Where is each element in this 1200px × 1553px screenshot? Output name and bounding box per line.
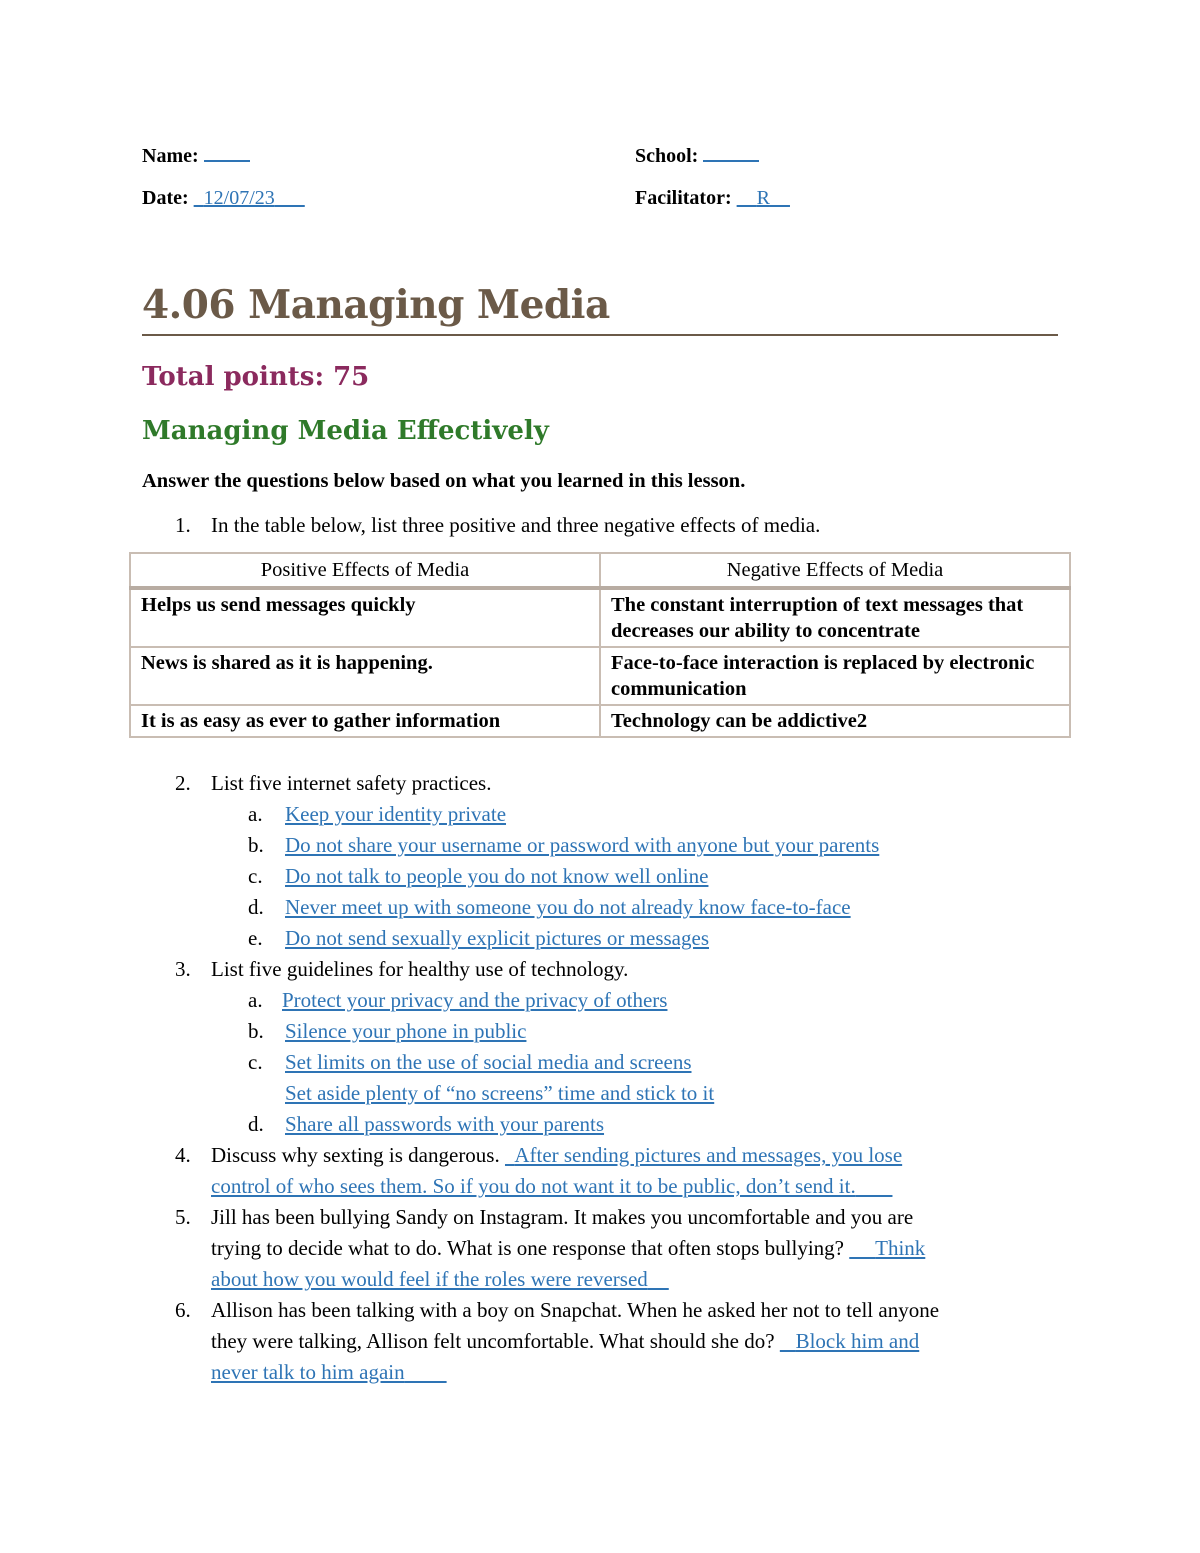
answer-text[interactable]: Share all passwords with your parents <box>285 1112 605 1136</box>
table-cell[interactable]: The constant interruption of text messages that decreases our ability to concentrate <box>600 588 1070 647</box>
question-text: In the table below, list three positive and three negative effects of media. <box>211 513 821 537</box>
name-field <box>142 144 250 168</box>
list-item <box>285 1078 714 1109</box>
answer-wrap[interactable] <box>211 1174 892 1198</box>
question-3 <box>175 954 629 985</box>
date-value-wrap[interactable] <box>194 187 305 209</box>
answer-wrap[interactable] <box>505 1143 902 1167</box>
answer-text[interactable]: Do not share your username or password with anyone but your parents <box>285 833 880 857</box>
list-item <box>248 923 709 954</box>
item-letter: c. <box>248 864 263 888</box>
item-letter: b. <box>248 833 264 857</box>
facilitator-field <box>635 187 790 210</box>
list-item <box>248 1109 605 1140</box>
question-6 <box>175 1295 1051 1388</box>
question-number: 6. <box>175 1298 191 1322</box>
question-text: Discuss why sexting is dangerous. <box>211 1143 500 1167</box>
item-letter: a. <box>248 802 263 826</box>
school-blank[interactable] <box>703 144 759 162</box>
school-label: School: <box>635 145 699 167</box>
date-label: Date: <box>142 187 189 209</box>
question-number: 4. <box>175 1143 191 1167</box>
question-number: 2. <box>175 771 191 795</box>
list-item <box>248 892 851 923</box>
answer-text[interactable]: Do not send sexually explicit pictures or messages <box>285 926 709 950</box>
table-cell[interactable]: News is shared as it is happening. <box>130 647 600 705</box>
media-effects-table <box>129 552 1071 738</box>
question-text: List five guidelines for healthy use of technology. <box>211 957 629 981</box>
table-cell[interactable]: Face-to-face interaction is replaced by electronic communication <box>600 647 1070 705</box>
answer-text: Block him and <box>795 1329 920 1353</box>
item-letter: d. <box>248 895 264 919</box>
answer-text: about how you would feel if the roles were reversed <box>211 1267 648 1291</box>
table-row <box>130 705 1070 737</box>
table-cell[interactable]: Helps us send messages quickly <box>130 588 600 647</box>
item-letter: a. <box>248 988 263 1012</box>
answer-wrap[interactable] <box>211 1360 447 1384</box>
list-item <box>248 1047 692 1078</box>
answer-text[interactable]: Never meet up with someone you do not already know face-to-face <box>285 895 851 919</box>
answer-text[interactable]: Set aside plenty of “no screens” time and stick to it <box>285 1081 715 1105</box>
list-item <box>248 1016 527 1047</box>
question-4 <box>175 1140 1051 1202</box>
item-letter: c. <box>248 1050 263 1074</box>
date-value: 12/07/23 <box>203 187 275 209</box>
question-2 <box>175 768 492 799</box>
question-number: 5. <box>175 1205 191 1229</box>
answer-text: Think <box>875 1236 926 1260</box>
item-letter: b. <box>248 1019 264 1043</box>
school-field <box>635 144 759 168</box>
answer-text: never talk to him again <box>211 1360 405 1384</box>
table-row <box>130 588 1070 647</box>
item-letter: d. <box>248 1112 264 1136</box>
question-number: 3. <box>175 957 191 981</box>
question-1 <box>175 510 821 541</box>
table-header-negative: Negative Effects of Media <box>600 553 1070 588</box>
section-title: Managing Media Effectively <box>142 416 549 446</box>
question-text: Allison has been talking with a boy on Snapchat. When he asked her not to tell anyone <box>211 1298 940 1322</box>
answer-text[interactable]: Do not talk to people you do not know well online <box>285 864 709 888</box>
facilitator-value-wrap[interactable] <box>737 187 790 209</box>
question-text: List five internet safety practices. <box>211 771 492 795</box>
facilitator-value: R <box>756 187 770 209</box>
question-text: trying to decide what to do. What is one response that often stops bullying? <box>211 1236 844 1260</box>
answer-text[interactable]: Set limits on the use of social media and screens <box>285 1050 692 1074</box>
answer-text[interactable]: Keep your identity private <box>285 802 507 826</box>
table-header-row <box>130 553 1070 588</box>
answer-text[interactable]: Protect your privacy and the privacy of others <box>282 988 668 1012</box>
page-title: 4.06 Managing Media <box>142 282 1058 336</box>
instructions: Answer the questions below based on what you learned in this lesson. <box>142 470 746 492</box>
list-item <box>248 799 507 830</box>
question-number: 1. <box>175 513 191 537</box>
list-item <box>248 830 880 861</box>
answer-wrap[interactable] <box>780 1329 919 1353</box>
name-label: Name: <box>142 145 199 167</box>
question-text: Jill has been bullying Sandy on Instagram. It makes you uncomfortable and you are <box>211 1205 914 1229</box>
item-letter: e. <box>248 926 263 950</box>
name-blank[interactable] <box>204 144 250 162</box>
answer-text: control of who sees them. So if you do not want it to be public, don’t send it. <box>211 1174 856 1198</box>
answer-wrap[interactable] <box>211 1267 669 1291</box>
question-5 <box>175 1202 1051 1295</box>
table-cell[interactable]: It is as easy as ever to gather information <box>130 705 600 737</box>
total-points: Total points: 75 <box>142 362 370 392</box>
list-item <box>248 861 709 892</box>
table-cell[interactable]: Technology can be addictive2 <box>600 705 1070 737</box>
answer-text[interactable]: Silence your phone in public <box>285 1019 527 1043</box>
answer-wrap[interactable] <box>849 1236 925 1260</box>
table-row <box>130 647 1070 705</box>
facilitator-label: Facilitator: <box>635 187 732 209</box>
list-item <box>248 985 668 1016</box>
question-text: they were talking, Allison felt uncomfortable. What should she do? <box>211 1329 775 1353</box>
table-header-positive: Positive Effects of Media <box>130 553 600 588</box>
answer-text: After sending pictures and messages, you lose <box>514 1143 903 1167</box>
date-field <box>142 187 305 210</box>
